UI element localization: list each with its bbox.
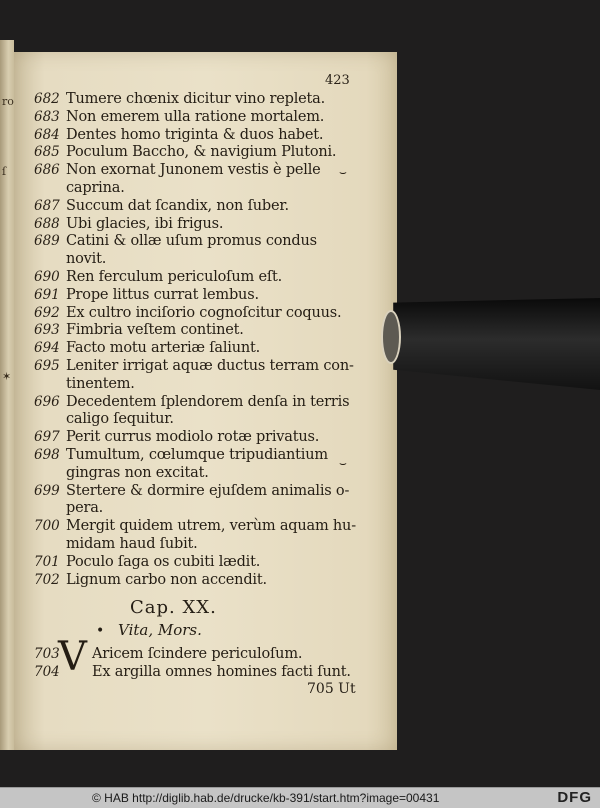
entry-number: 682 <box>34 91 60 107</box>
list-item <box>34 287 364 305</box>
chapter-title: Cap. XX. <box>130 597 217 618</box>
edge-mark: ſ <box>2 165 7 178</box>
list-item <box>34 91 364 109</box>
entry-text: novit. <box>66 251 107 268</box>
entry-text: Dentes homo triginta & duos habet. <box>66 126 324 143</box>
entry-text: Ren ferculum periculoſum eſt. <box>66 268 283 285</box>
entry-text: caprina. <box>66 179 125 196</box>
list-item <box>34 394 364 412</box>
previous-page-edge <box>0 40 14 750</box>
bookmark-ribbon <box>380 298 600 390</box>
entry-text: Lignum carbo non accendit. <box>66 571 267 588</box>
list-item <box>34 465 364 483</box>
entry-number: 696 <box>34 393 60 410</box>
entry-text: Ex cultro inciſorio cognoſcitur coquus. <box>66 304 342 321</box>
entry-text: Perit currus modiolo rotæ privatus. <box>66 429 320 446</box>
list-item <box>34 322 364 340</box>
entry-text: tinentem. <box>66 375 135 392</box>
entry-text: Leniter irrigat aquæ ductus terram con- <box>66 357 354 374</box>
entry-number: 683 <box>34 108 60 125</box>
list-item <box>34 144 364 162</box>
entry-text: midam haud ſubit. <box>66 535 198 552</box>
list-item <box>34 429 364 447</box>
entry-text: Prope littus currat lembus. <box>66 286 259 303</box>
bookmark-clip <box>381 310 401 364</box>
drop-cap: V <box>58 634 87 680</box>
flourish-mark: ⌣ <box>339 456 347 470</box>
list-item <box>34 664 364 682</box>
entry-number: 704 <box>34 663 60 680</box>
list-item <box>34 109 364 127</box>
list-item <box>34 127 364 145</box>
list-item <box>34 447 364 465</box>
list-item <box>34 180 364 198</box>
copyright-link[interactable]: © HAB http://diglib.hab.de/drucke/kb-391/start.htm?image=00431 <box>92 791 440 805</box>
list-item <box>34 518 364 536</box>
chapter-proverb-list <box>34 646 364 682</box>
entry-text: Non emerem ulla ratione mortalem. <box>66 108 325 125</box>
list-item <box>34 646 364 664</box>
edge-mark: ✶ <box>2 370 12 383</box>
entry-number: 700 <box>34 518 60 535</box>
entry-number: 691 <box>34 286 60 303</box>
entry-number: 692 <box>34 304 60 321</box>
entry-text: Fimbria veſtem continet. <box>66 322 244 339</box>
entry-number: 688 <box>34 215 60 232</box>
entry-number: 697 <box>34 429 60 446</box>
entry-text: Non exornat Junonem vestis è pelle <box>66 162 321 179</box>
list-item <box>34 340 364 358</box>
list-item <box>34 536 364 554</box>
list-item <box>34 198 364 216</box>
bullet-mark: • <box>96 623 105 639</box>
dfg-logo: DFG <box>557 789 592 806</box>
entry-number: 687 <box>34 197 60 214</box>
list-item <box>34 554 364 572</box>
entry-number: 694 <box>34 340 60 357</box>
entry-number: 693 <box>34 322 60 339</box>
page-number: 423 <box>325 73 350 88</box>
entry-text: Mergit quidem utrem, verùm aquam hu- <box>66 518 356 535</box>
entry-text: Ubi glacies, ibi frigus. <box>66 215 224 232</box>
entry-text: Tumultum, cœlumque tripudiantium <box>66 446 328 463</box>
proverb-list <box>34 91 364 589</box>
entry-text: Aricem ſcindere periculoſum. <box>92 646 303 662</box>
entry-text: Stertere & dormire ejuſdem animalis o- <box>66 482 350 499</box>
entry-text: caligo ſequitur. <box>66 411 174 428</box>
list-item <box>34 376 364 394</box>
entry-text: Ex argilla omnes homines facti ſunt. <box>92 663 351 680</box>
entry-text: Poculum Baccho, & navigium Plutoni. <box>66 144 337 161</box>
entry-number: 695 <box>34 357 60 374</box>
list-item <box>34 233 364 251</box>
entry-number: 698 <box>34 446 60 463</box>
entry-number: 690 <box>34 268 60 285</box>
list-item <box>34 358 364 376</box>
chapter-subtitle: Vita, Mors. <box>118 621 202 639</box>
list-item <box>34 216 364 234</box>
entry-text: gingras non excitat. <box>66 464 209 481</box>
entry-text: Facto motu arteriæ ſaliunt. <box>66 340 261 357</box>
entry-number: 685 <box>34 144 60 161</box>
list-item <box>34 411 364 429</box>
entry-text: Poculo ſaga os cubiti lædit. <box>66 553 261 570</box>
list-item <box>34 305 364 323</box>
entry-number: 686 <box>34 162 60 179</box>
entry-number: 684 <box>34 126 60 143</box>
entry-number: 699 <box>34 482 60 499</box>
entry-text: Catini & ollæ uſum promus condus <box>66 233 317 250</box>
edge-mark: ro <box>2 95 14 108</box>
list-item <box>34 162 364 180</box>
entry-text: Succum dat ſcandix, non ſuber. <box>66 197 289 214</box>
entry-number: 689 <box>34 233 60 250</box>
list-item <box>34 500 364 518</box>
list-item <box>34 572 364 590</box>
flourish-mark: ⌣ <box>339 165 347 179</box>
footer-bar <box>0 787 600 808</box>
list-item <box>34 269 364 287</box>
catchword: 705 Ut <box>307 681 356 697</box>
entry-text: Tumere chœnix dicitur vino repleta. <box>66 91 326 107</box>
entry-number: 703 <box>34 646 60 662</box>
entry-number: 701 <box>34 553 60 570</box>
entry-text: pera. <box>66 500 104 517</box>
list-item <box>34 483 364 501</box>
list-item <box>34 251 364 269</box>
entry-text: Decedentem ſplendorem denſa in terris <box>66 393 350 410</box>
entry-number: 702 <box>34 571 60 588</box>
